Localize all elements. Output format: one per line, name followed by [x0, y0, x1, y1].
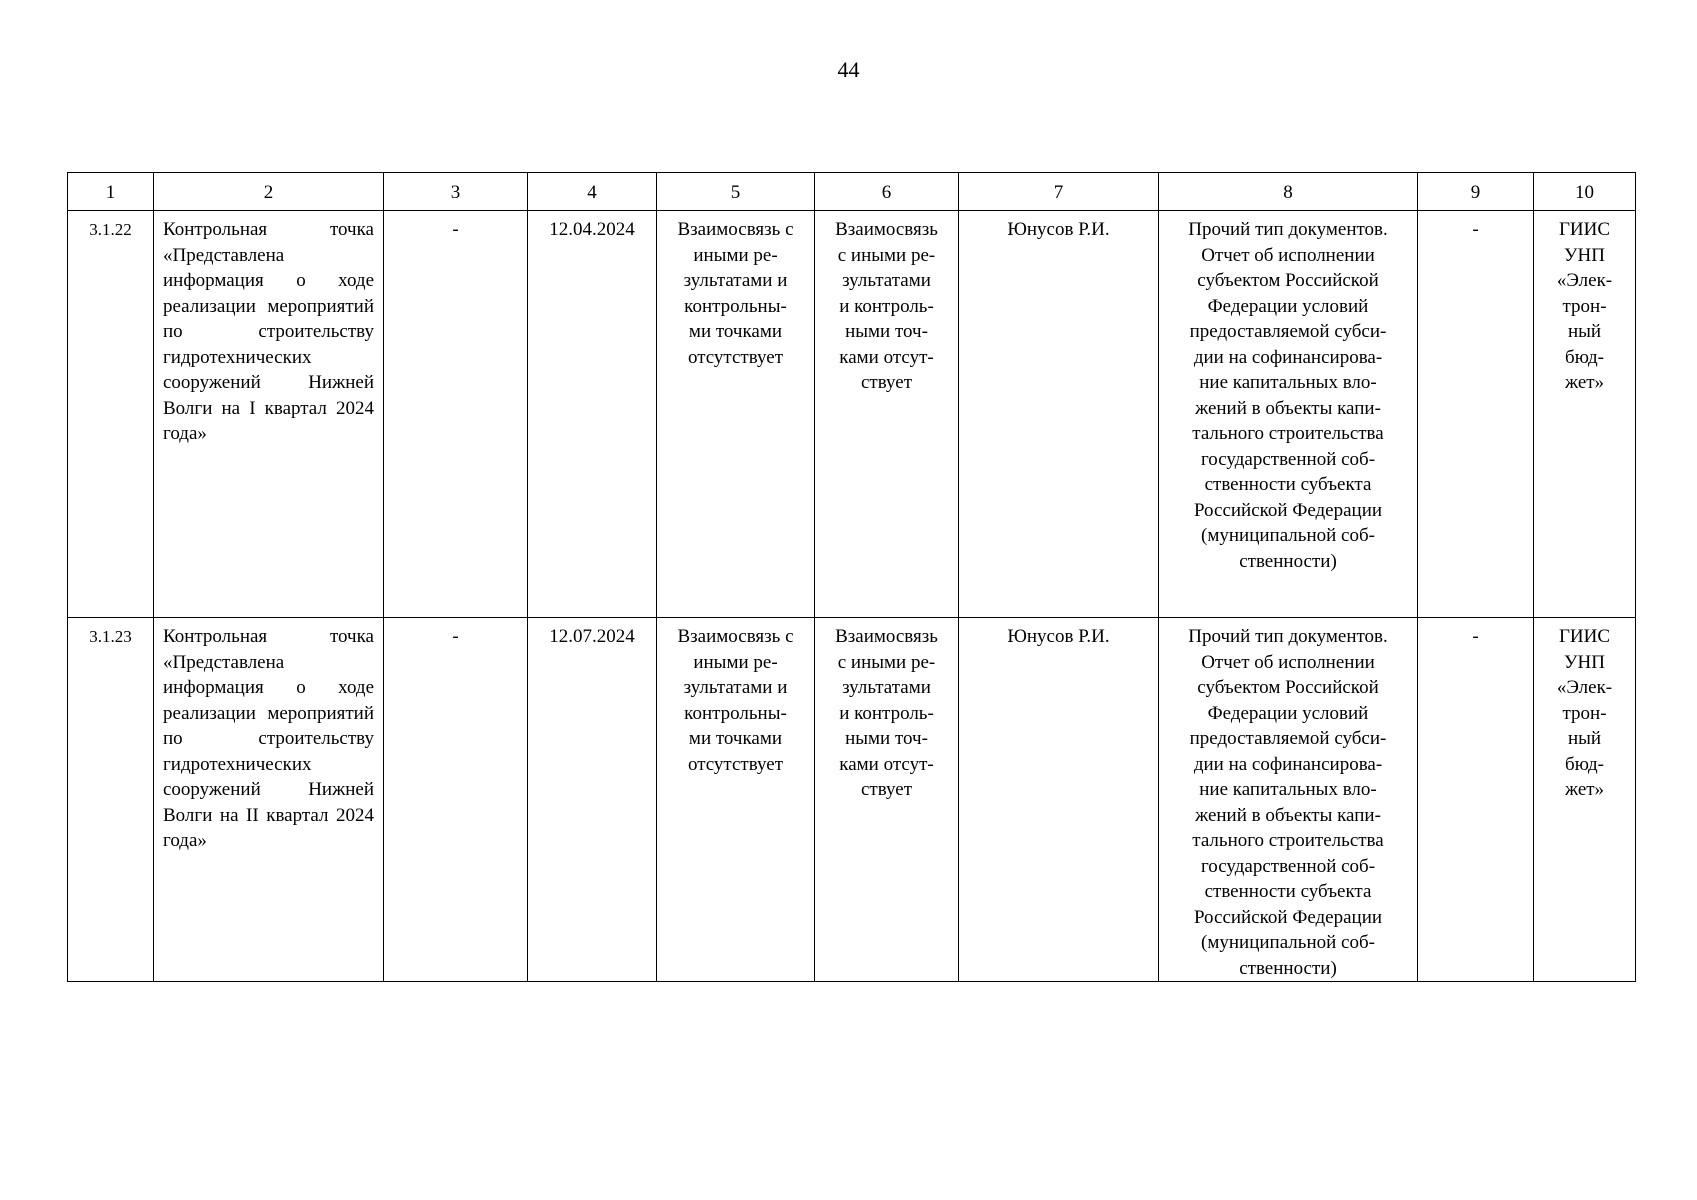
header-cell-6: 6	[815, 173, 959, 211]
header-cell-5: 5	[657, 173, 815, 211]
table-row	[68, 618, 1636, 982]
control-point-date: 12.04.2024	[528, 211, 657, 618]
document-type: Прочий тип документов. Отчет об исполнении субъектом Российской Федерации условий предоставляемой субси- дии на софинансирова- ние капитальных вло- жений в объекты капи- тального строительства государственной соб- ственности субъекта Российской Федерации (муниципальной соб- ственности)	[1159, 211, 1418, 618]
control-point-name: Контрольная точка «Представлена информация о ходе реализации мероприятий по строительству гидротехнических сооружений Нижней Волги на I квартал 2024 года»	[154, 211, 384, 618]
header-row	[68, 173, 1636, 211]
table-row	[68, 211, 1636, 618]
control-point-name: Контрольная точка «Представлена информация о ходе реализации мероприятий по строительству гидротехнических сооружений Нижней Волги на II квартал 2024 года»	[154, 618, 384, 982]
control-points-table	[67, 172, 1636, 982]
cell-col9: -	[1418, 211, 1534, 618]
responsible-person: Юнусов Р.И.	[959, 211, 1159, 618]
header-cell-3: 3	[384, 173, 528, 211]
relation-results: Взаимосвязь с иными ре- зультатами и контрольны- ми точками отсутствует	[657, 618, 815, 982]
relation-control-points: Взаимосвязь с иными ре- зультатами и контроль- ными точ- ками отсут- ствует	[815, 618, 959, 982]
relation-results: Взаимосвязь с иными ре- зультатами и контрольны- ми точками отсутствует	[657, 211, 815, 618]
document-type: Прочий тип документов. Отчет об исполнении субъектом Российской Федерации условий предоставляемой субси- дии на софинансирова- ние капитальных вло- жений в объекты капи- тального строительства государственной соб- ственности субъекта Российской Федерации (муниципальной соб- ственности)	[1159, 618, 1418, 982]
header-cell-1: 1	[68, 173, 154, 211]
control-point-date: 12.07.2024	[528, 618, 657, 982]
header-cell-4: 4	[528, 173, 657, 211]
responsible-person: Юнусов Р.И.	[959, 618, 1159, 982]
header-cell-8: 8	[1159, 173, 1418, 211]
header-cell-10: 10	[1534, 173, 1636, 211]
header-cell-2: 2	[154, 173, 384, 211]
header-cell-9: 9	[1418, 173, 1534, 211]
header-cell-7: 7	[959, 173, 1159, 211]
row-number: 3.1.23	[68, 618, 154, 982]
row-number: 3.1.22	[68, 211, 154, 618]
relation-control-points: Взаимосвязь с иными ре- зультатами и контроль- ными точ- ками отсут- ствует	[815, 211, 959, 618]
cell-col3: -	[384, 618, 528, 982]
cell-col3: -	[384, 211, 528, 618]
page-number: 44	[837, 57, 860, 82]
cell-col9: -	[1418, 618, 1534, 982]
information-system: ГИИС УНП «Элек- трон- ный бюд- жет»	[1534, 618, 1636, 982]
information-system: ГИИС УНП «Элек- трон- ный бюд- жет»	[1534, 211, 1636, 618]
